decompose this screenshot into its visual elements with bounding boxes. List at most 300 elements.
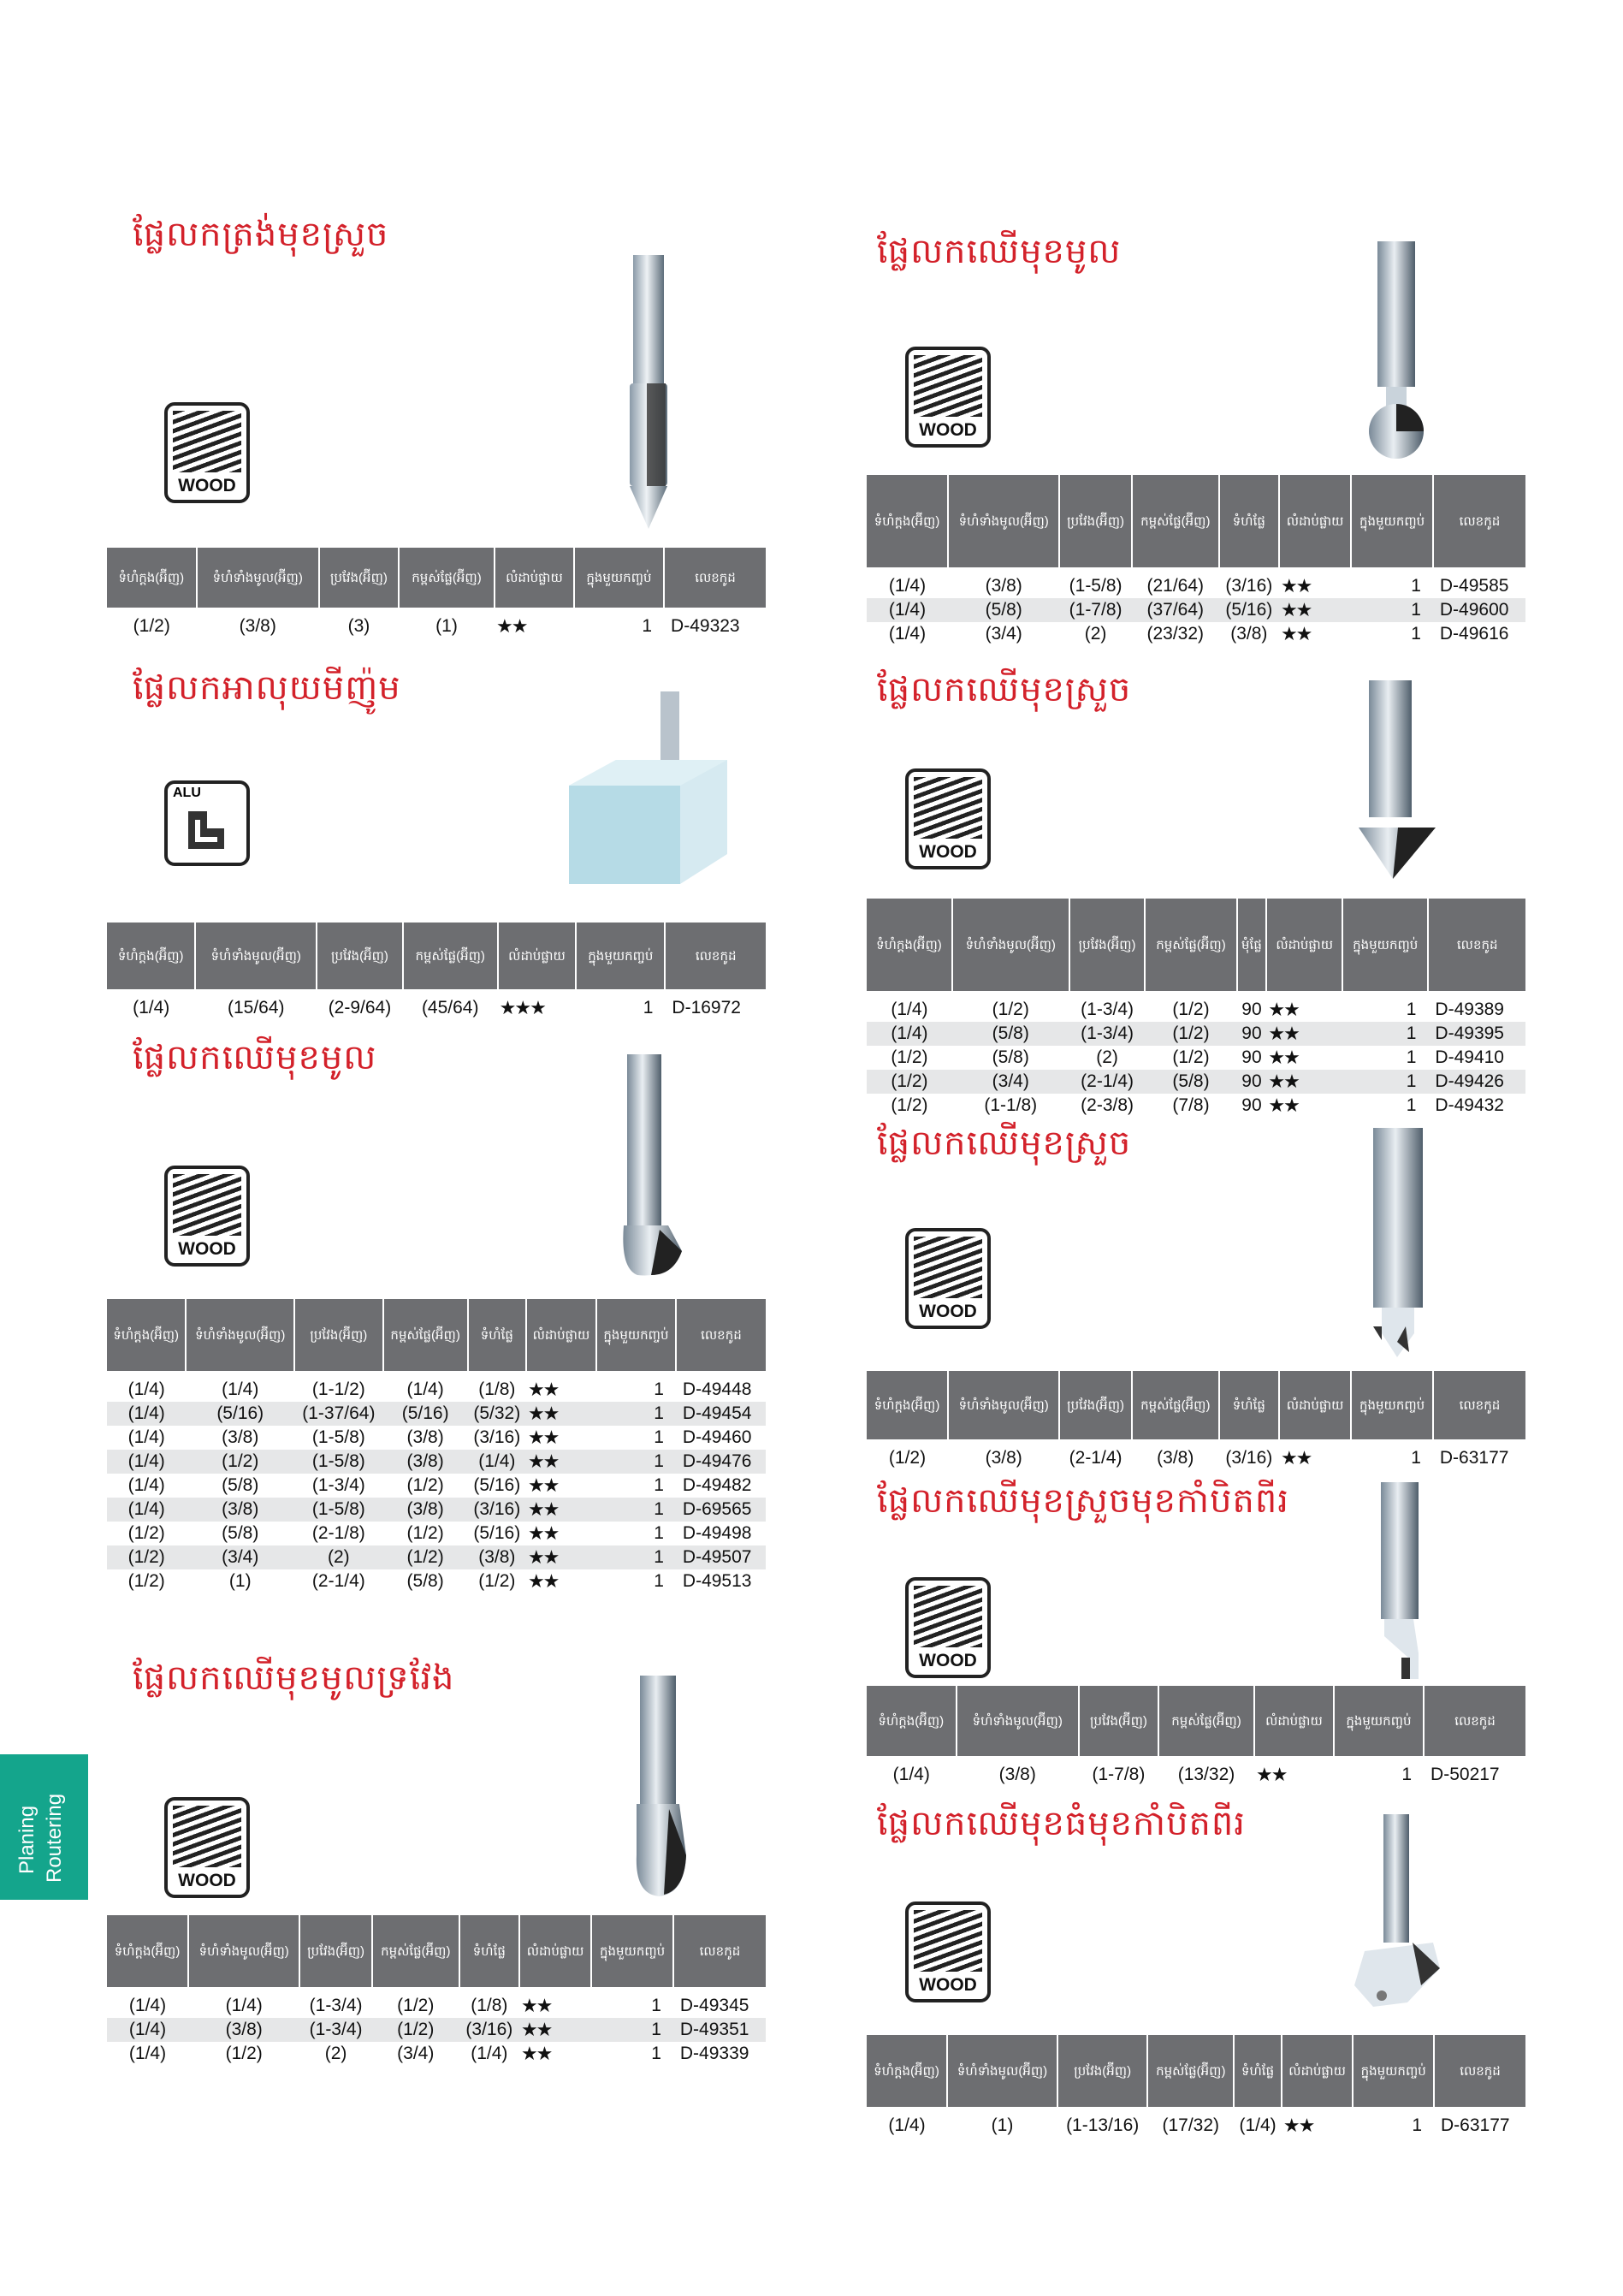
table-row bbox=[107, 1498, 766, 1522]
table-cell: (1/2) bbox=[406, 1523, 444, 1543]
table-cell: (1/4) bbox=[222, 1379, 259, 1399]
table-row bbox=[867, 1046, 1525, 1070]
wood-icon: WOOD bbox=[164, 1166, 250, 1267]
spec-table bbox=[107, 1299, 766, 1593]
table-cell: (3/8) bbox=[222, 1427, 259, 1447]
table-cell: (1) bbox=[991, 2115, 1014, 2135]
router-bit-image bbox=[612, 1054, 689, 1279]
table-cell: (1/2) bbox=[1172, 1000, 1210, 1019]
table-cell: ★★ bbox=[526, 1450, 596, 1474]
table-cell: (1-3/4) bbox=[1069, 1022, 1146, 1046]
table-cell: (1-7/8) bbox=[1092, 1765, 1146, 1784]
table-cell: (3/16) bbox=[459, 2018, 519, 2042]
table-cell: (1/2) bbox=[867, 1070, 952, 1094]
wood-icon: WOOD bbox=[905, 1901, 991, 2002]
table-cell: ★★ bbox=[1282, 2115, 1314, 2136]
table-cell: (1/2) bbox=[383, 1545, 468, 1569]
table-cell: D-49432 bbox=[1435, 1095, 1504, 1115]
wood-icon: WOOD bbox=[905, 1228, 991, 1329]
table-cell: (2-1/4) bbox=[311, 1571, 365, 1591]
table-cell: (3/16) bbox=[1225, 576, 1273, 596]
table-cell: (3/4) bbox=[952, 1070, 1069, 1094]
section-title: ផ្លែលកអាលុយមីញ៉ូម bbox=[133, 668, 401, 708]
router-bit-image bbox=[1356, 1128, 1442, 1359]
table-cell: ★★ bbox=[496, 615, 527, 637]
column-header: ប្រវែង(អ៊ីញ) bbox=[317, 923, 403, 989]
table-cell: (1/2) bbox=[1145, 1022, 1236, 1046]
table-cell: D-49460 bbox=[682, 1427, 752, 1447]
column-header: ទំហំទាំងមូល(អ៊ីញ) bbox=[948, 1371, 1059, 1439]
table-cell: (1/4) bbox=[127, 1427, 165, 1447]
table-cell: (3/8) bbox=[985, 1448, 1022, 1468]
table-cell: ★★ bbox=[519, 2018, 591, 2042]
table-cell: 1 bbox=[596, 1545, 676, 1569]
table-cell: (1/4) bbox=[867, 598, 948, 622]
table-cell: (1/2) bbox=[406, 1475, 444, 1495]
table-cell: (1/2) bbox=[186, 1450, 294, 1474]
table-cell: (3/8) bbox=[1230, 624, 1268, 644]
table-row bbox=[867, 2107, 1525, 2138]
column-header: ក្នុងមួយកញ្ចប់ bbox=[1334, 1686, 1424, 1756]
table-row bbox=[867, 1439, 1525, 1470]
table-cell: (17/32) bbox=[1162, 2115, 1220, 2135]
table-cell: (1/4) bbox=[406, 1379, 444, 1399]
table-cell: D-49389 bbox=[1435, 1000, 1504, 1019]
table-cell: ★★ bbox=[1268, 999, 1299, 1020]
table-cell: 1 bbox=[596, 1402, 676, 1426]
table-cell: ★★★ bbox=[499, 997, 545, 1018]
table-cell: (1-3/4) bbox=[299, 2018, 372, 2042]
table-cell: D-49498 bbox=[682, 1523, 752, 1543]
router-bit-image bbox=[625, 1676, 693, 1900]
column-header: ទំហំផ្លែ bbox=[1219, 1371, 1279, 1439]
column-header: លំដាប់ផ្លាយ bbox=[1279, 475, 1351, 567]
table-cell: (2-1/8) bbox=[311, 1523, 365, 1543]
table-cell: (1-3/4) bbox=[1081, 1000, 1134, 1019]
table-cell: (5/16) bbox=[383, 1402, 468, 1426]
spec-table bbox=[107, 1915, 766, 2066]
table-cell: (1/2) bbox=[107, 1545, 186, 1569]
table-cell: ★★ bbox=[527, 1522, 559, 1544]
table-row bbox=[107, 1522, 766, 1545]
table-cell: (1-1/2) bbox=[311, 1379, 365, 1399]
column-header: លេខកូដ bbox=[665, 923, 766, 989]
table-cell: (5/8) bbox=[406, 1571, 444, 1591]
table-cell: (5/8) bbox=[952, 1022, 1069, 1046]
column-header: កម្ពស់ផ្លែ(អ៊ីញ) bbox=[372, 1915, 459, 1987]
table-cell: 90 bbox=[1241, 1000, 1262, 1019]
table-cell: (2) bbox=[1096, 1047, 1118, 1067]
side-tab-planing: Planing bbox=[15, 1805, 39, 1874]
table-cell: (1/4) bbox=[888, 624, 927, 644]
table-row bbox=[107, 1569, 766, 1593]
side-tab-routering: Routering bbox=[43, 1793, 66, 1883]
table-cell: (1/4) bbox=[107, 1450, 186, 1474]
table-cell: (1/2) bbox=[127, 1571, 165, 1591]
table-cell: ★★ bbox=[526, 1498, 596, 1522]
column-header: ទំហំក្ដង(អ៊ីញ) bbox=[867, 899, 952, 991]
table-cell: (5/8) bbox=[222, 1523, 259, 1543]
table-row bbox=[107, 1987, 766, 2018]
table-cell: (1/2) bbox=[225, 2044, 263, 2063]
table-cell: (3/8) bbox=[985, 576, 1022, 596]
alu-icon: ALU bbox=[164, 780, 250, 866]
table-cell: (5/16) bbox=[186, 1402, 294, 1426]
table-cell: 90 bbox=[1241, 1047, 1262, 1067]
table-cell: (1-7/8) bbox=[1059, 598, 1132, 622]
table-cell: ★★ bbox=[527, 1570, 559, 1592]
table-cell: (15/64) bbox=[227, 998, 285, 1017]
table-cell: (1/4) bbox=[127, 1475, 165, 1495]
table-cell: D-16972 bbox=[672, 998, 741, 1017]
table-cell: (1/8) bbox=[478, 1379, 516, 1399]
table-cell: (1/2) bbox=[478, 1571, 516, 1591]
column-header: ទំហំក្ដង(អ៊ីញ) bbox=[867, 475, 948, 567]
table-cell: ★★ bbox=[1266, 1022, 1342, 1046]
spec-table bbox=[867, 1371, 1525, 1470]
table-cell: (3/16) bbox=[473, 1427, 521, 1447]
wood-icon: WOOD bbox=[905, 768, 991, 869]
table-cell: 1 bbox=[596, 1450, 676, 1474]
wood-icon: WOOD bbox=[905, 1577, 991, 1678]
table-cell: D-49513 bbox=[682, 1571, 752, 1591]
table-cell: (3/8) bbox=[998, 1765, 1036, 1784]
section-title: ផ្លែលកឈើមុខធំមុខកាំបិតពីរ bbox=[877, 1804, 1246, 1843]
table-cell: ★★ bbox=[527, 1427, 559, 1448]
table-row bbox=[107, 989, 766, 1020]
table-cell: (1/4) bbox=[107, 2018, 188, 2042]
table-cell: 1 bbox=[591, 2018, 673, 2042]
table-cell: 1 bbox=[596, 1498, 676, 1522]
column-header: លំដាប់ផ្លាយ bbox=[1279, 1371, 1351, 1439]
table-cell: ★★ bbox=[1280, 623, 1312, 644]
column-header: ក្នុងមួយកញ្ចប់ bbox=[574, 548, 664, 608]
table-cell: (1/4) bbox=[128, 2044, 167, 2063]
wood-icon: WOOD bbox=[905, 347, 991, 448]
table-cell: (1-1/8) bbox=[984, 1095, 1038, 1115]
table-cell: (1/4) bbox=[225, 1996, 263, 2015]
column-header: ប្រវែង(អ៊ីញ) bbox=[1059, 475, 1132, 567]
spec-table bbox=[107, 923, 766, 1020]
table-cell: (1/2) bbox=[133, 616, 170, 636]
table-row bbox=[107, 1371, 766, 1402]
table-cell: 1 bbox=[1401, 1765, 1413, 1784]
column-header: លំដាប់ផ្លាយ bbox=[495, 548, 574, 608]
table-cell: 1 bbox=[1411, 1448, 1421, 1468]
table-row bbox=[107, 1402, 766, 1426]
table-cell: 1 bbox=[651, 1996, 661, 2015]
table-cell: D-49351 bbox=[673, 2018, 766, 2042]
table-cell: D-49345 bbox=[679, 1996, 749, 2015]
table-cell: (1/4) bbox=[127, 1379, 165, 1399]
table-cell: (3/4) bbox=[397, 2044, 435, 2063]
table-cell: (1-3/4) bbox=[309, 1996, 363, 2015]
column-header: ទំហំផ្លែ bbox=[1219, 475, 1279, 567]
table-cell: (1/2) bbox=[891, 1095, 928, 1115]
column-header: កម្ពស់ផ្លែ(អ៊ីញ) bbox=[399, 548, 495, 608]
column-header: មុំផ្លែ bbox=[1237, 899, 1267, 991]
table-cell: D-50217 bbox=[1430, 1765, 1500, 1784]
table-cell: (1/4) bbox=[891, 1000, 928, 1019]
table-cell: (1-5/8) bbox=[294, 1450, 383, 1474]
table-cell: (2-1/4) bbox=[1069, 1448, 1122, 1468]
column-header: កម្ពស់ផ្លែ(អ៊ីញ) bbox=[1145, 899, 1236, 991]
table-cell: 1 bbox=[1351, 598, 1433, 622]
column-header: លំដាប់ផ្លាយ bbox=[1282, 2035, 1353, 2107]
table-cell: (2-1/4) bbox=[1069, 1070, 1146, 1094]
table-row bbox=[867, 622, 1525, 646]
table-cell: 1 bbox=[654, 1427, 664, 1447]
table-cell: (21/64) bbox=[1146, 576, 1205, 596]
table-cell: (5/8) bbox=[1145, 1070, 1236, 1094]
table-cell: D-49339 bbox=[679, 2044, 749, 2063]
table-cell: (1/2) bbox=[127, 1523, 165, 1543]
column-header: ក្នុងមួយកញ្ចប់ bbox=[576, 923, 665, 989]
table-cell: (1-13/16) bbox=[1066, 2115, 1140, 2135]
table-cell: (1/4) bbox=[468, 1450, 526, 1474]
table-cell: (1/4) bbox=[888, 2115, 926, 2135]
table-cell: (2-3/8) bbox=[1081, 1095, 1134, 1115]
column-header: ក្នុងមួយកញ្ចប់ bbox=[1342, 899, 1428, 991]
table-cell: (5/16) bbox=[473, 1523, 521, 1543]
table-cell: (2) bbox=[294, 1545, 383, 1569]
table-cell: (2-9/64) bbox=[328, 998, 392, 1017]
column-header: ប្រវែង(អ៊ីញ) bbox=[1057, 2035, 1147, 2107]
table-cell: (23/32) bbox=[1146, 624, 1205, 644]
column-header: ទំហំទាំងមូល(អ៊ីញ) bbox=[197, 548, 319, 608]
table-cell: ★★ bbox=[1280, 575, 1312, 596]
table-cell: (1/4) bbox=[471, 2044, 508, 2063]
table-cell: (3) bbox=[347, 616, 370, 636]
table-cell: (1/4) bbox=[867, 1022, 952, 1046]
section-title: ផ្លែលកឈើមុខមូល bbox=[133, 1038, 377, 1077]
router-bit-image bbox=[616, 255, 684, 537]
table-cell: (1-5/8) bbox=[1069, 576, 1122, 596]
column-header: ទំហំទាំងមូល(អ៊ីញ) bbox=[957, 1686, 1079, 1756]
wood-icon: WOOD bbox=[164, 1797, 250, 1898]
column-header: លំដាប់ផ្លាយ bbox=[1266, 899, 1342, 991]
table-cell: ★★ bbox=[527, 1379, 559, 1400]
column-header: លេខកូដ bbox=[676, 1299, 766, 1371]
table-cell: (3/8) bbox=[406, 1427, 444, 1447]
table-cell: (2) bbox=[1084, 624, 1107, 644]
column-header: ក្នុងមួយកញ្ចប់ bbox=[1353, 2035, 1434, 2107]
column-header: ប្រវែង(អ៊ីញ) bbox=[319, 548, 399, 608]
table-cell: (1/8) bbox=[471, 1996, 508, 2015]
column-header: លេខកូដ bbox=[673, 1915, 766, 1987]
column-header: ប្រវែង(អ៊ីញ) bbox=[294, 1299, 383, 1371]
table-row bbox=[867, 991, 1525, 1022]
table-row bbox=[107, 1450, 766, 1474]
table-cell: ★★ bbox=[1279, 598, 1351, 622]
table-cell: ★★ bbox=[520, 2043, 552, 2064]
spec-table bbox=[867, 2035, 1525, 2138]
table-cell: 90 bbox=[1237, 1022, 1267, 1046]
table-cell: D-49410 bbox=[1435, 1047, 1504, 1067]
spec-table bbox=[867, 899, 1525, 1118]
table-cell: (1/4) bbox=[888, 576, 927, 596]
table-cell: 1 bbox=[654, 1379, 664, 1399]
table-cell: (1/2) bbox=[992, 1000, 1029, 1019]
column-header: ទំហំទាំងមូល(អ៊ីញ) bbox=[948, 475, 1059, 567]
table-cell: D-63177 bbox=[1439, 1448, 1509, 1468]
table-cell: (5/16) bbox=[1219, 598, 1279, 622]
column-header: ប្រវែង(អ៊ីញ) bbox=[299, 1915, 372, 1987]
table-cell: 1 bbox=[1342, 1070, 1428, 1094]
table-cell: 1 bbox=[643, 998, 654, 1017]
column-header: កម្ពស់ផ្លែ(អ៊ីញ) bbox=[1158, 1686, 1254, 1756]
column-header: ទំហំទាំងមូល(អ៊ីញ) bbox=[947, 2035, 1057, 2107]
table-cell: 1 bbox=[1411, 624, 1421, 644]
column-header: ទំហំក្ដង(អ៊ីញ) bbox=[107, 1299, 186, 1371]
table-cell: 1 bbox=[1406, 1047, 1417, 1067]
spec-table bbox=[107, 548, 766, 638]
table-cell: ★★ bbox=[1280, 1447, 1312, 1468]
table-cell: (1/2) bbox=[888, 1448, 927, 1468]
table-cell: (3/8) bbox=[188, 2018, 299, 2042]
table-cell: (5/8) bbox=[222, 1475, 259, 1495]
aluminium-bit-image bbox=[565, 691, 736, 890]
table-cell: 1 bbox=[654, 1475, 664, 1495]
table-cell: (1/4) bbox=[107, 1498, 186, 1522]
table-cell: (1/4) bbox=[128, 1996, 167, 2015]
table-cell: (1/4) bbox=[892, 1765, 930, 1784]
column-header: កម្ពស់ផ្លែ(អ៊ីញ) bbox=[1147, 2035, 1234, 2107]
table-cell: (13/32) bbox=[1177, 1765, 1235, 1784]
table-cell: (3/16) bbox=[468, 1498, 526, 1522]
column-header: ក្នុងមួយកញ្ចប់ bbox=[1351, 1371, 1433, 1439]
column-header: លំដាប់ផ្លាយ bbox=[1254, 1686, 1334, 1756]
table-cell: (5/32) bbox=[468, 1402, 526, 1426]
column-header: ទំហំទាំងមូល(អ៊ីញ) bbox=[188, 1915, 299, 1987]
table-row bbox=[107, 1545, 766, 1569]
table-cell: D-49476 bbox=[676, 1450, 766, 1474]
column-header: លេខកូដ bbox=[1424, 1686, 1525, 1756]
column-header: កម្ពស់ផ្លែ(អ៊ីញ) bbox=[1132, 475, 1219, 567]
table-cell: (3/8) bbox=[383, 1450, 468, 1474]
column-header: ប្រវែង(អ៊ីញ) bbox=[1059, 1371, 1132, 1439]
table-cell: 1 bbox=[1406, 1095, 1417, 1115]
spec-table bbox=[867, 475, 1525, 646]
section-title: ផ្លែលកឈើមុខមូល bbox=[877, 232, 1122, 271]
table-cell: D-49616 bbox=[1439, 624, 1509, 644]
column-header: លេខកូដ bbox=[664, 548, 766, 608]
table-cell: D-49482 bbox=[682, 1475, 752, 1495]
side-category-tab bbox=[0, 1754, 88, 1900]
table-row bbox=[867, 1094, 1525, 1118]
table-cell: (3/8) bbox=[468, 1545, 526, 1569]
router-bit-image bbox=[1362, 1482, 1439, 1681]
table-row bbox=[107, 2042, 766, 2066]
table-cell: 1 bbox=[1411, 576, 1421, 596]
table-cell: D-69565 bbox=[676, 1498, 766, 1522]
table-cell: (3/4) bbox=[985, 624, 1022, 644]
section-title: ផ្លែលកឈើមុខមូលទ្រវែង bbox=[133, 1658, 455, 1698]
column-header: ទំហំក្ដង(អ៊ីញ) bbox=[867, 1371, 948, 1439]
table-cell: (1/2) bbox=[372, 2018, 459, 2042]
table-cell: (1-37/64) bbox=[294, 1402, 383, 1426]
router-bit-image bbox=[1360, 241, 1437, 464]
table-cell: D-49585 bbox=[1439, 576, 1509, 596]
column-header: ទំហំក្ដង(អ៊ីញ) bbox=[107, 1915, 188, 1987]
table-cell: (2) bbox=[324, 2044, 347, 2063]
column-header: ទំហំក្ដង(អ៊ីញ) bbox=[867, 1686, 957, 1756]
column-header: លេខកូដ bbox=[1434, 2035, 1525, 2107]
table-cell: (1/4) bbox=[107, 1402, 186, 1426]
table-cell: ★★ bbox=[526, 1545, 596, 1569]
spec-table bbox=[867, 1686, 1525, 1787]
table-cell: 90 bbox=[1237, 1070, 1267, 1094]
table-cell: (1/2) bbox=[1172, 1047, 1210, 1067]
table-cell: (5/16) bbox=[473, 1475, 521, 1495]
column-header: ទំហំទាំងមូល(អ៊ីញ) bbox=[952, 899, 1069, 991]
column-header: ប្រវែង(អ៊ីញ) bbox=[1079, 1686, 1158, 1756]
table-cell: ★★ bbox=[1256, 1764, 1287, 1785]
table-cell: (5/8) bbox=[992, 1047, 1029, 1067]
table-cell: ★★ bbox=[1268, 1047, 1299, 1068]
table-cell: (1/2) bbox=[397, 1996, 435, 2015]
table-cell: (37/64) bbox=[1132, 598, 1219, 622]
router-bit-image bbox=[1350, 680, 1444, 881]
table-cell: 1 bbox=[642, 616, 653, 636]
table-cell: (1-3/4) bbox=[311, 1475, 365, 1495]
column-header: ក្នុងមួយកញ្ចប់ bbox=[591, 1915, 673, 1987]
column-header: លំដាប់ផ្លាយ bbox=[526, 1299, 596, 1371]
table-cell: ★★ bbox=[527, 1474, 559, 1496]
table-cell: (1) bbox=[228, 1571, 252, 1591]
table-cell: 1 bbox=[654, 1571, 664, 1591]
table-row bbox=[867, 1756, 1525, 1787]
column-header: ទំហំផ្លែ bbox=[459, 1915, 519, 1987]
wood-icon: WOOD bbox=[164, 402, 250, 503]
table-cell: (3/8) bbox=[239, 616, 276, 636]
section-title: ផ្លែលកឈើមុខស្រួច bbox=[877, 670, 1132, 709]
column-header: ទំហំក្ដង(អ៊ីញ) bbox=[107, 548, 197, 608]
table-cell: D-49507 bbox=[676, 1545, 766, 1569]
table-cell: D-49395 bbox=[1428, 1022, 1525, 1046]
table-cell: ★★ bbox=[1268, 1095, 1299, 1116]
table-cell: 1 bbox=[1406, 1000, 1417, 1019]
column-header: កម្ពស់ផ្លែ(អ៊ីញ) bbox=[403, 923, 498, 989]
column-header: លេខកូដ bbox=[1428, 899, 1525, 991]
router-bit-image bbox=[1339, 1814, 1450, 2013]
column-header: ទំហំទាំងមូល(អ៊ីញ) bbox=[186, 1299, 294, 1371]
table-row bbox=[867, 598, 1525, 622]
table-cell: 1 bbox=[651, 2044, 661, 2063]
column-header: ក្នុងមួយកញ្ចប់ bbox=[1351, 475, 1433, 567]
table-cell: (1) bbox=[435, 616, 458, 636]
table-cell: (1-5/8) bbox=[294, 1498, 383, 1522]
table-row bbox=[867, 567, 1525, 598]
column-header: លំដាប់ផ្លាយ bbox=[498, 923, 577, 989]
table-cell: D-49454 bbox=[676, 1402, 766, 1426]
table-row bbox=[107, 608, 766, 638]
table-cell: (5/8) bbox=[948, 598, 1059, 622]
column-header: ទំហំក្ដង(អ៊ីញ) bbox=[867, 2035, 947, 2107]
table-cell: (1/2) bbox=[891, 1047, 928, 1067]
column-header: ទំហំផ្លែ bbox=[1234, 2035, 1282, 2107]
table-row bbox=[107, 2018, 766, 2042]
table-cell: D-49600 bbox=[1433, 598, 1525, 622]
table-cell: D-49426 bbox=[1428, 1070, 1525, 1094]
section-title: ផ្លែលកត្រង់មុខស្រួច bbox=[133, 215, 389, 254]
table-row bbox=[107, 1426, 766, 1450]
table-cell: (1-5/8) bbox=[311, 1427, 365, 1447]
column-header: ប្រវែង(អ៊ីញ) bbox=[1069, 899, 1146, 991]
table-cell: 90 bbox=[1241, 1095, 1262, 1115]
column-header: ទំហំក្ដង(អ៊ីញ) bbox=[107, 923, 195, 989]
column-header: លំដាប់ផ្លាយ bbox=[519, 1915, 591, 1987]
